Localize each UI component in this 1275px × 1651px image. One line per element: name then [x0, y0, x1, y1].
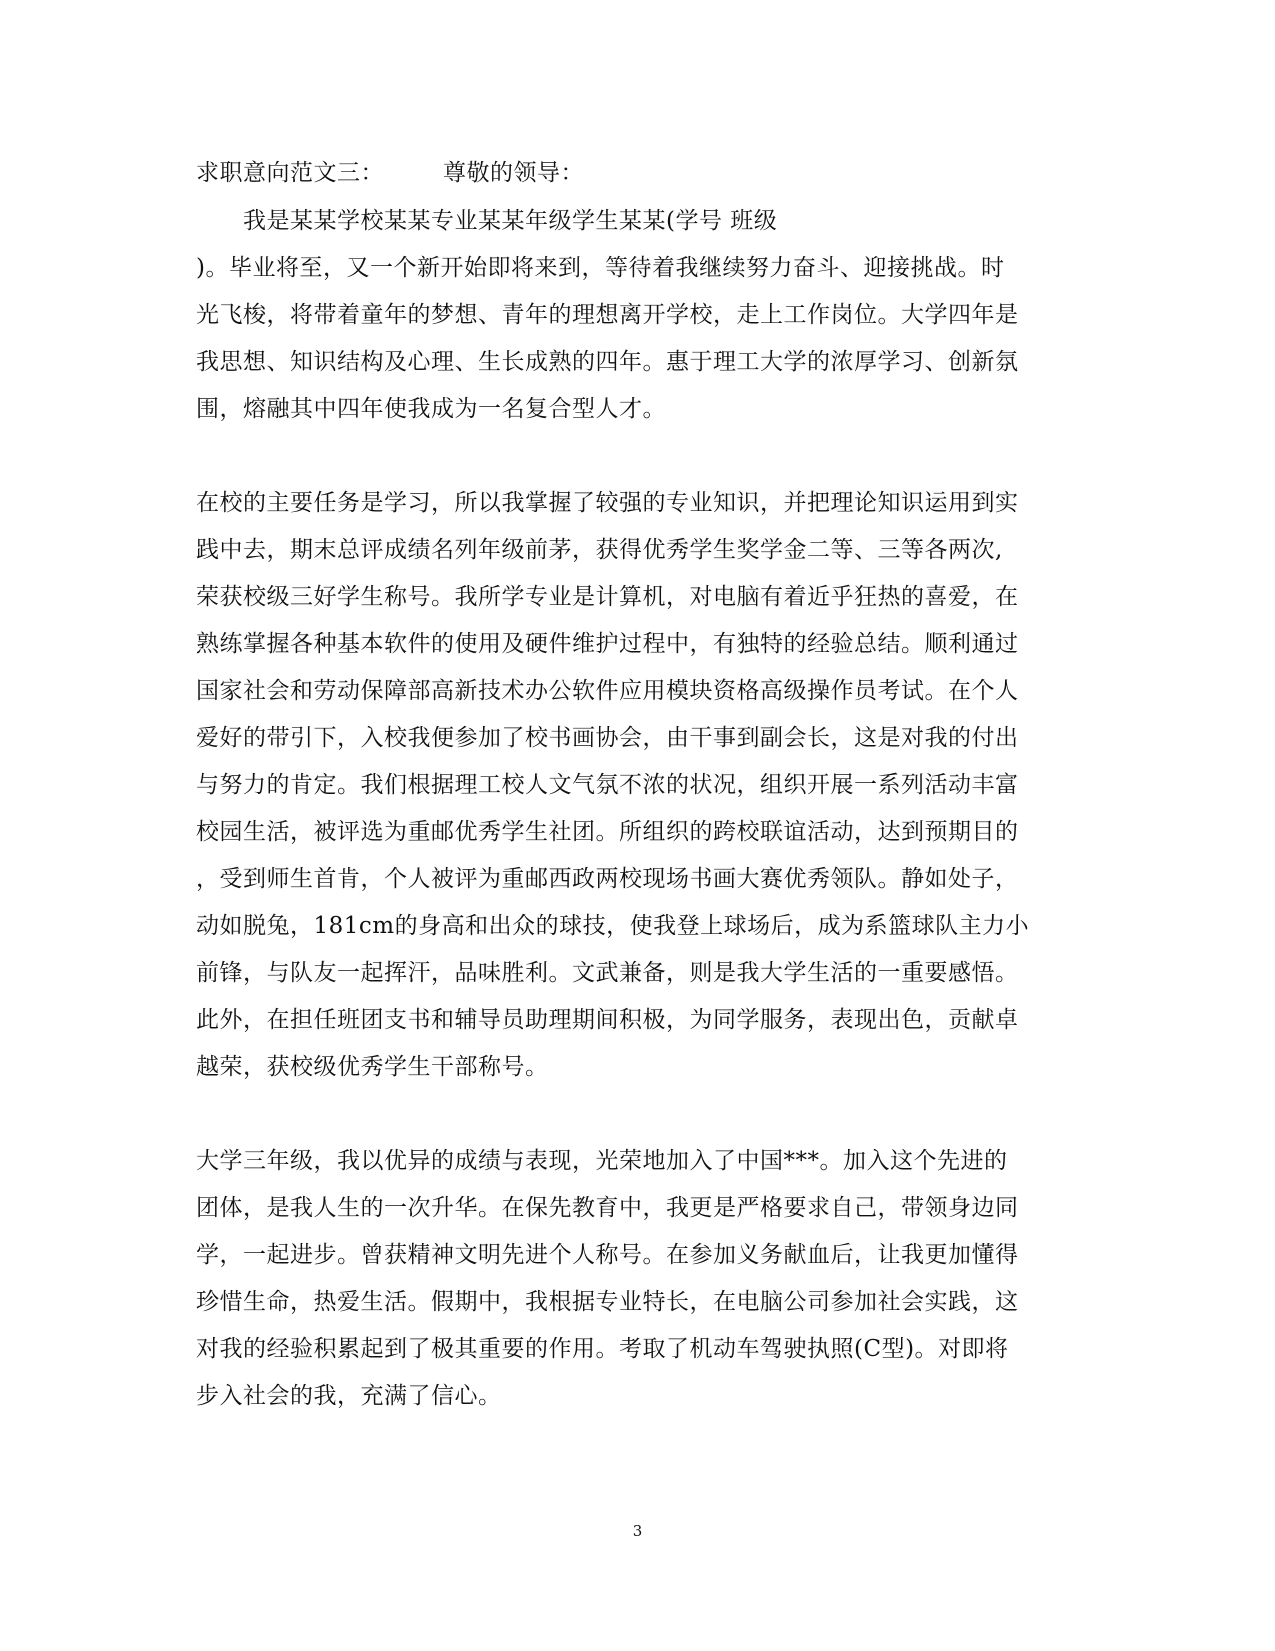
text-line: 我是某某学校某某专业某某年级学生某某(学号 班级	[196, 208, 778, 234]
text-line: ，受到师生首肯，个人被评为重邮西政两校现场书画大赛优秀领队。静如处子，	[196, 866, 1019, 892]
text-line: 求职意向范文三： 尊敬的领导：	[196, 160, 584, 186]
text-line: 动如脱兔，181cm的身高和出众的球技，使我登上球场后，成为系篮球队主力小	[196, 913, 1030, 939]
text-line: 前锋，与队友一起挥汗，品味胜利。文武兼备，则是我大学生活的一重要感悟。	[196, 960, 1019, 986]
text-line: 践中去，期末总评成绩名列年级前茅，获得优秀学生奖学金二等、三等各两次,	[196, 537, 1003, 563]
page-number: 3	[632, 1522, 643, 1540]
text-line: 荣获校级三好学生称号。我所学专业是计算机，对电脑有着近乎狂热的喜爱，在	[196, 584, 1019, 610]
text-line: 大学三年级，我以优异的成绩与表现，光荣地加入了中国***。加入这个先进的	[196, 1148, 1008, 1174]
text-line: 与努力的肯定。我们根据理工校人文气氛不浓的状况，组织开展一系列活动丰富	[196, 772, 1019, 798]
text-line: 学，一起进步。曾获精神文明先进个人称号。在参加义务献血后，让我更加懂得	[196, 1242, 1019, 1268]
text-line: 爱好的带引下，入校我便参加了校书画协会，由干事到副会长，这是对我的付出	[196, 725, 1019, 751]
text-line: 光飞梭，将带着童年的梦想、青年的理想离开学校，走上工作岗位。大学四年是	[196, 302, 1019, 328]
text-line: 此外，在担任班团支书和辅导员助理期间积极，为同学服务，表现出色，贡献卓	[196, 1007, 1019, 1033]
text-line: 校园生活，被评选为重邮优秀学生社团。所组织的跨校联谊活动，达到预期目的	[196, 819, 1019, 845]
text-line: 越荣，获校级优秀学生干部称号。	[196, 1054, 549, 1080]
text-line: 围，熔融其中四年使我成为一名复合型人才。	[196, 396, 666, 422]
text-line: 国家社会和劳动保障部高新技术办公软件应用模块资格高级操作员考试。在个人	[196, 678, 1019, 704]
text-line: )。毕业将至，又一个新开始即将来到，等待着我继续努力奋斗、迎接挑战。时	[196, 255, 1005, 281]
text-line: 在校的主要任务是学习，所以我掌握了较强的专业知识，并把理论知识运用到实	[196, 490, 1019, 516]
text-line: 我思想、知识结构及心理、生长成熟的四年。惠于理工大学的浓厚学习、创新氛	[196, 349, 1019, 375]
text-line: 团体，是我人生的一次升华。在保先教育中，我更是严格要求自己，带领身边同	[196, 1195, 1019, 1221]
text-line: 熟练掌握各种基本软件的使用及硬件维护过程中，有独特的经验总结。顺利通过	[196, 631, 1019, 657]
text-line: 对我的经验积累起到了极其重要的作用。考取了机动车驾驶执照(C型)。对即将	[196, 1336, 1009, 1362]
text-line: 珍惜生命，热爱生活。假期中，我根据专业特长，在电脑公司参加社会实践，这	[196, 1289, 1019, 1315]
text-line: 步入社会的我，充满了信心。	[196, 1383, 502, 1409]
